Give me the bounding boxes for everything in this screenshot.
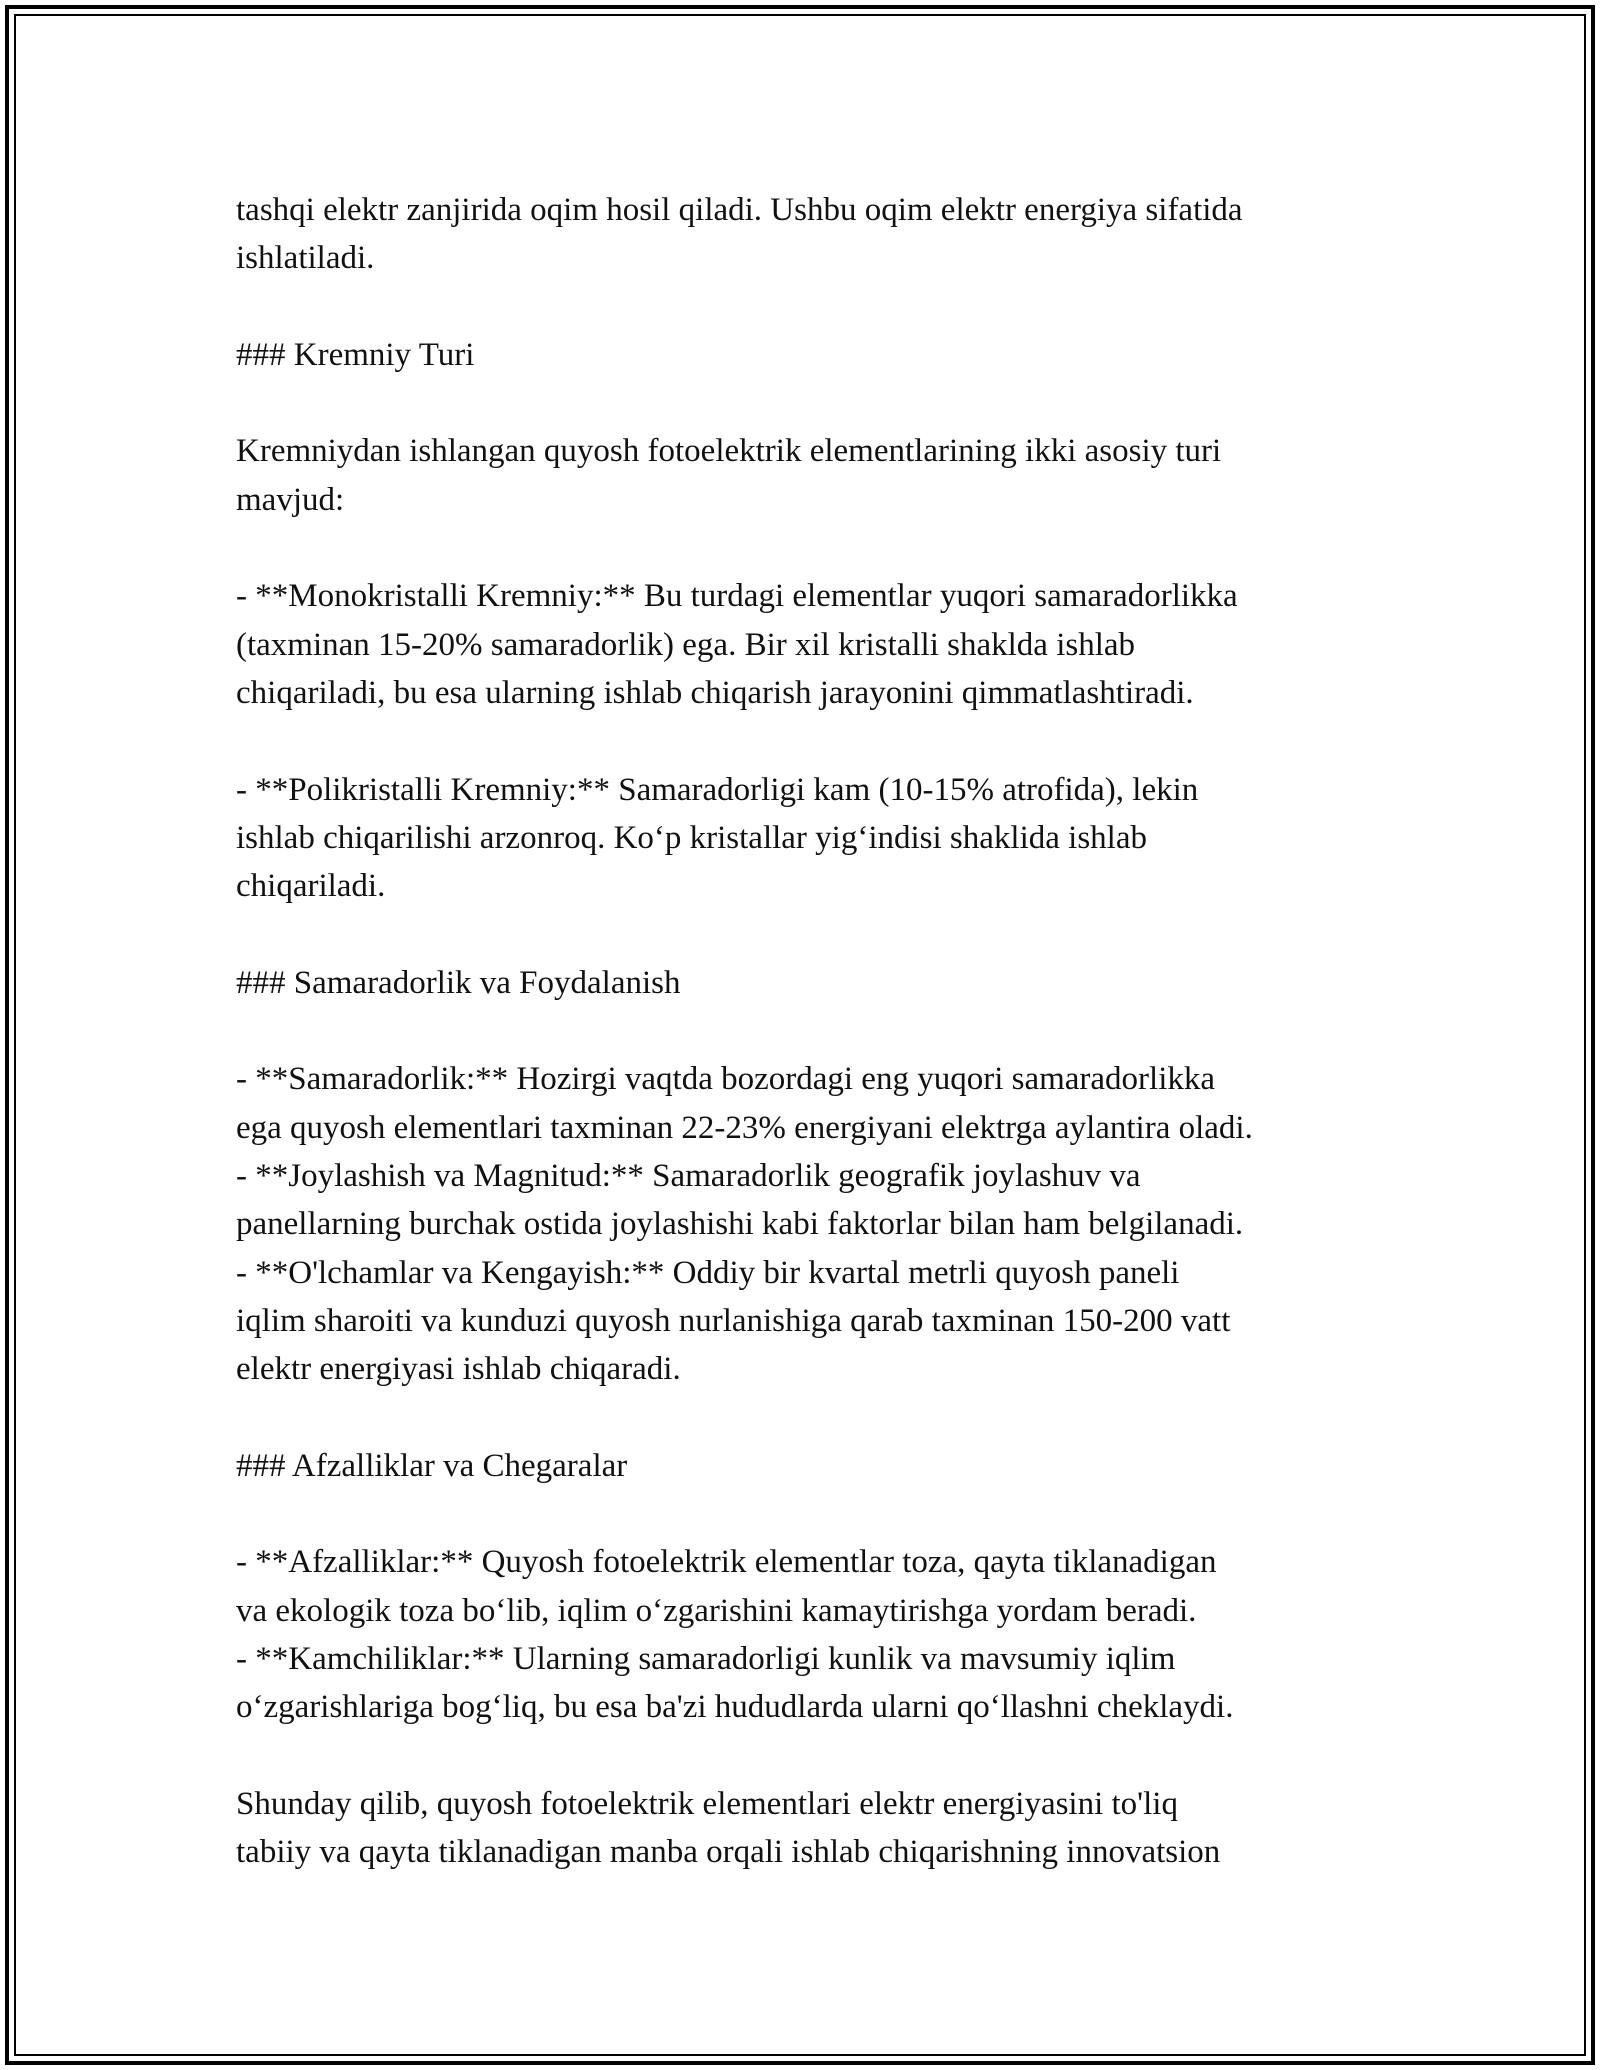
- list-pros-cons: - **Afzalliklar:** Quyosh fotoelektrik elementlar toza, qayta tiklanadigan va ekologik toza boʻlib, iqlim oʻzgarishini kamaytirishga yordam beradi. - **Kamchiliklar:** Ularning samaradorligi kunlik va mavsumiy iqlim oʻzgarishlariga bogʻliq, bu esa ba'zi hududlarda ularni qoʻllashni cheklaydi.: [236, 1544, 1234, 1726]
- heading-afzalliklar: ### Afzalliklar va Chegaralar: [236, 1447, 628, 1484]
- document-body: [236, 186, 1376, 1876]
- blank-line: [236, 1732, 1376, 1780]
- blank-line: [236, 379, 1376, 427]
- blank-line: [236, 1490, 1376, 1538]
- paragraph-intro-continuation: tashqi elektr zanjirida oqim hosil qiladi. Ushbu oqim elektr energiya sifatida ishlatiladi.: [236, 192, 1243, 277]
- paragraph-silicon-types: Kremniydan ishlangan quyosh fotoelektrik elementlarining ikki asosiy turi mavjud:: [236, 433, 1222, 518]
- list-item-monocrystalline: - **Monokristalli Kremniy:** Bu turdagi elementlar yuqori samaradorlikka (taxminan 15-20% samaradorlik) ega. Bir xil kristalli shaklda ishlab chiqariladi, bu esa ularning ishlab chiqarish jarayonini qimmatlashtiradi.: [236, 578, 1238, 711]
- heading-samaradorlik: ### Samaradorlik va Foydalanish: [236, 964, 681, 1001]
- paragraph-conclusion: Shunday qilib, quyosh fotoelektrik elementlari elektr energiyasini to'liq tabiiy va qayta tiklanadigan manba orqali ishlab chiqarishning innovatsion: [236, 1785, 1221, 1871]
- heading-kremniy-turi: ### Kremniy Turi: [236, 336, 475, 373]
- blank-line: [236, 1007, 1376, 1055]
- list-efficiency-usage: - **Samaradorlik:** Hozirgi vaqtda bozordagi eng yuqori samaradorlikka ega quyosh elementlari taxminan 22-23% energiyani elektrga aylantira oladi. - **Joylashish va Magnitud:** Samaradorlik geografik joylashuv va panellarning burchak ostida joylashishi kabi faktorlar bilan ham belgilanadi. - **O'lchamlar va Kengayish:** Oddiy bir kvartal metrli quyosh paneli iqlim sharoiti va kunduzi quyosh nurlanishiga qarab taxminan 150-200 vatt elektr energiyasi ishlab chiqaradi.: [236, 1061, 1253, 1388]
- blank-line: [236, 717, 1376, 765]
- blank-line: [236, 910, 1376, 958]
- blank-line: [236, 283, 1376, 331]
- list-item-polycrystalline: - **Polikristalli Kremniy:** Samaradorligi kam (10-15% atrofida), lekin ishlab chiqarilishi arzonroq. Koʻp kristallar yigʻindisi shaklida ishlab chiqariladi.: [236, 771, 1199, 905]
- blank-line: [236, 524, 1376, 572]
- blank-line: [236, 1393, 1376, 1441]
